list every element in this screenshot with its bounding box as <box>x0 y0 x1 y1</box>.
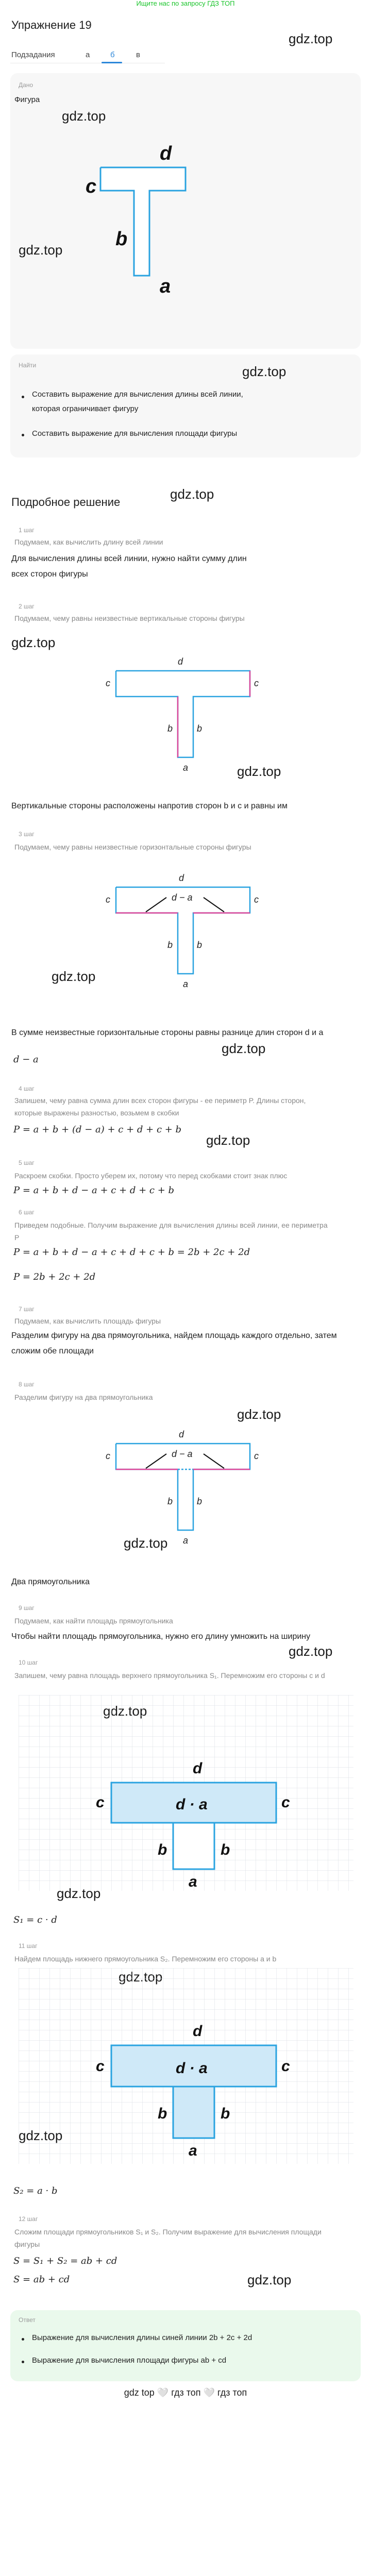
promo-banner[interactable]: Ищите нас по запросу ГДЗ ТОП <box>136 0 235 7</box>
answer-item: Выражение для вычисления длины синей линии 2b + 2c + 2d <box>32 2333 252 2342</box>
answer-item: Выражение для вычисления площади фигуры ab + cd <box>32 2356 227 2365</box>
watermark: gdz.top <box>247 2272 292 2287</box>
task-item: Составить выражение для вычисления длины всей линии, которая ограничивает фигуру <box>32 390 243 413</box>
bullet-dot <box>22 2361 24 2363</box>
watermark: gdz.top <box>242 364 286 379</box>
step-tag: 1 шаг <box>19 527 35 534</box>
svg-text:b: b <box>158 2105 167 2122</box>
subtasks-label: Подзадания <box>11 50 55 59</box>
svg-text:a: a <box>183 1535 189 1546</box>
svg-text:d: d <box>179 1429 184 1439</box>
figure-step-11 <box>19 1968 353 2164</box>
step-desc: Подумаем, как вычислить площадь фигуры <box>14 1317 161 1325</box>
watermark: gdz.top <box>124 1535 168 1551</box>
watermark: gdz.top <box>289 1643 333 1659</box>
given-label: Фигура <box>14 95 40 104</box>
svg-text:d: d <box>193 1760 203 1777</box>
step-desc: Запишем, чему равна площадь верхнего прямоугольника S₁. Перемножим его стороны c и d <box>14 1671 325 1680</box>
step-tag: 4 шаг <box>19 1085 35 1092</box>
given-label-a: a <box>160 276 171 294</box>
watermark: gdz.top <box>222 1041 266 1056</box>
step-text: Чтобы найти площадь прямоугольника, нужно его длину умножить на ширину <box>11 1632 311 1641</box>
svg-text:d − a: d − a <box>172 1449 193 1459</box>
step-text: Разделим фигуру на два прямоугольника, найдем площадь каждого отдельно, затем сложим обе площади <box>11 1331 337 1355</box>
watermark: gdz.top <box>237 764 281 779</box>
svg-text:a: a <box>189 1873 197 1890</box>
svg-text:b: b <box>221 1841 230 1858</box>
given-label-c: c <box>86 176 97 197</box>
answer-tag: Ответ <box>19 2316 36 2324</box>
area-label: d · a <box>176 2060 208 2077</box>
svg-text:b: b <box>167 723 173 734</box>
step-tag: 8 шаг <box>19 1381 35 1388</box>
step-math: S = S₁ + S₂ = ab + cd <box>13 2256 117 2266</box>
task-tag: Найти <box>19 362 37 369</box>
step-desc: Найдем площадь нижнего прямоугольника S₂. Перемножим его стороны a и b <box>14 1955 277 1963</box>
step-desc: Подумаем, чему равны неизвестные вертикальные стороны фигуры <box>14 614 245 622</box>
step-math: S₁ = c · d <box>13 1914 57 1925</box>
step-math: P = a + b + d − a + c + d + c + b = 2b + 2c + 2d <box>13 1247 250 1258</box>
area-label: d · a <box>176 1796 208 1813</box>
step-tag: 3 шаг <box>19 831 35 838</box>
t-shape-outline <box>100 167 185 276</box>
bullet-dot <box>22 434 24 436</box>
svg-text:a: a <box>189 2142 197 2159</box>
svg-text:b: b <box>158 1841 167 1858</box>
svg-text:c: c <box>96 1794 105 1811</box>
step-math: P = a + b + (d − a) + c + d + c + b <box>13 1124 182 1135</box>
step-tag: 11 шаг <box>19 1942 38 1950</box>
step-desc: Подумаем, как найти площадь прямоугольника <box>14 1617 173 1625</box>
svg-text:b: b <box>167 1496 173 1506</box>
given-figure <box>77 139 196 294</box>
svg-text:b: b <box>197 940 203 950</box>
active-tab-indicator <box>102 62 122 63</box>
step-desc: Раскроем скобки. Просто уберем их, потому что перед скобками стоит знак плюс <box>14 1172 288 1180</box>
step-desc: Сложим площади прямоугольников S₁ и S₂. Получим выражение для вычисления площади фигуры <box>14 2228 322 2248</box>
page-title: Упражнение 19 <box>11 19 92 31</box>
svg-text:c: c <box>106 1451 110 1461</box>
svg-text:c: c <box>254 1451 259 1461</box>
step-text: Для вычисления длины всей линии, нужно найти сумму длин всех сторон фигуры <box>11 554 247 579</box>
figure-step-2 <box>100 654 260 783</box>
step-desc: Разделим фигуру на два прямоугольника <box>14 1393 153 1401</box>
svg-text:d: d <box>193 2023 203 2040</box>
figure-step-3 <box>100 871 260 999</box>
svg-text:b: b <box>197 723 203 734</box>
step-math: d − a <box>13 1054 39 1065</box>
watermark: gdz.top <box>206 1132 250 1148</box>
watermark: gdz.top <box>11 635 56 650</box>
step-math: P = a + b + d − a + c + d + c + b <box>13 1185 175 1196</box>
subtask-b[interactable]: б <box>110 50 115 59</box>
step-tag: 7 шаг <box>19 1306 35 1313</box>
step-tag: 5 шаг <box>19 1159 35 1166</box>
watermark: gdz.top <box>57 1886 101 1901</box>
step-tag: 9 шаг <box>19 1604 35 1612</box>
step-desc: Подумаем, как вычислить длину всей линии <box>14 538 163 546</box>
watermark: gdz.top <box>170 486 214 502</box>
svg-text:c: c <box>106 678 110 688</box>
step-desc: Запишем, чему равна сумма длин всех сторон фигуры - ее периметр P. Длины сторон, которые выражены разностью, возьмем в скобки <box>14 1096 306 1117</box>
subtask-v[interactable]: в <box>136 50 140 59</box>
step-tag: 2 шаг <box>19 603 35 610</box>
step-tag: 10 шаг <box>19 1659 38 1666</box>
step-tag: 12 шаг <box>19 2215 38 2223</box>
watermark: gdz.top <box>289 31 333 46</box>
given-label-d: d <box>160 143 172 164</box>
svg-text:b: b <box>167 940 173 950</box>
svg-text:d: d <box>178 656 183 667</box>
step-math-result: S = ab + cd <box>13 2274 70 2285</box>
solution-title: Подробное решение <box>11 496 121 509</box>
svg-text:a: a <box>183 762 189 773</box>
svg-text:c: c <box>96 2058 105 2075</box>
svg-text:b: b <box>197 1496 203 1506</box>
given-tag: Дано <box>19 81 33 89</box>
watermark: gdz.top <box>19 242 63 258</box>
svg-text:c: c <box>254 894 259 905</box>
watermark: gdz.top <box>237 1406 281 1422</box>
answer-card <box>10 2310 361 2381</box>
task-item: Составить выражение для вычисления площади фигуры <box>32 429 238 438</box>
step-text: В сумме неизвестные горизонтальные стороны равны разнице длин сторон d и a <box>11 1028 324 1037</box>
watermark: gdz.top <box>19 2128 63 2143</box>
svg-text:d − a: d − a <box>172 892 193 903</box>
bullet-dot <box>22 396 24 398</box>
footer-text: gdz top 🤍 гдз топ 🤍 гдз топ <box>124 2387 247 2398</box>
step-math-result: P = 2b + 2c + 2d <box>13 1272 96 1282</box>
svg-text:c: c <box>281 1794 290 1811</box>
subtask-a[interactable]: а <box>86 50 90 59</box>
step-desc: Подумаем, чему равны неизвестные горизонтальные стороны фигуры <box>14 843 251 851</box>
svg-text:c: c <box>106 894 110 905</box>
svg-text:d: d <box>179 873 184 883</box>
svg-text:a: a <box>183 979 189 989</box>
figure-step-10 <box>19 1695 353 1891</box>
step-math: S₂ = a · b <box>13 2185 58 2196</box>
step-text: Два прямоугольника <box>11 1578 90 1586</box>
watermark: gdz.top <box>62 108 106 124</box>
watermark: gdz.top <box>52 969 96 984</box>
step-tag: 6 шаг <box>19 1209 35 1216</box>
svg-text:b: b <box>221 2105 230 2122</box>
step-text: Вертикальные стороны расположены напротив сторон b и c и равны им <box>11 802 288 810</box>
svg-text:c: c <box>254 678 259 688</box>
given-label-b: b <box>115 228 128 250</box>
bullet-dot <box>22 2338 24 2341</box>
step-desc: Приведем подобные. Получим выражение для вычисления длины всей линии, ее периметра P <box>14 1221 328 1242</box>
svg-text:c: c <box>281 2058 290 2075</box>
